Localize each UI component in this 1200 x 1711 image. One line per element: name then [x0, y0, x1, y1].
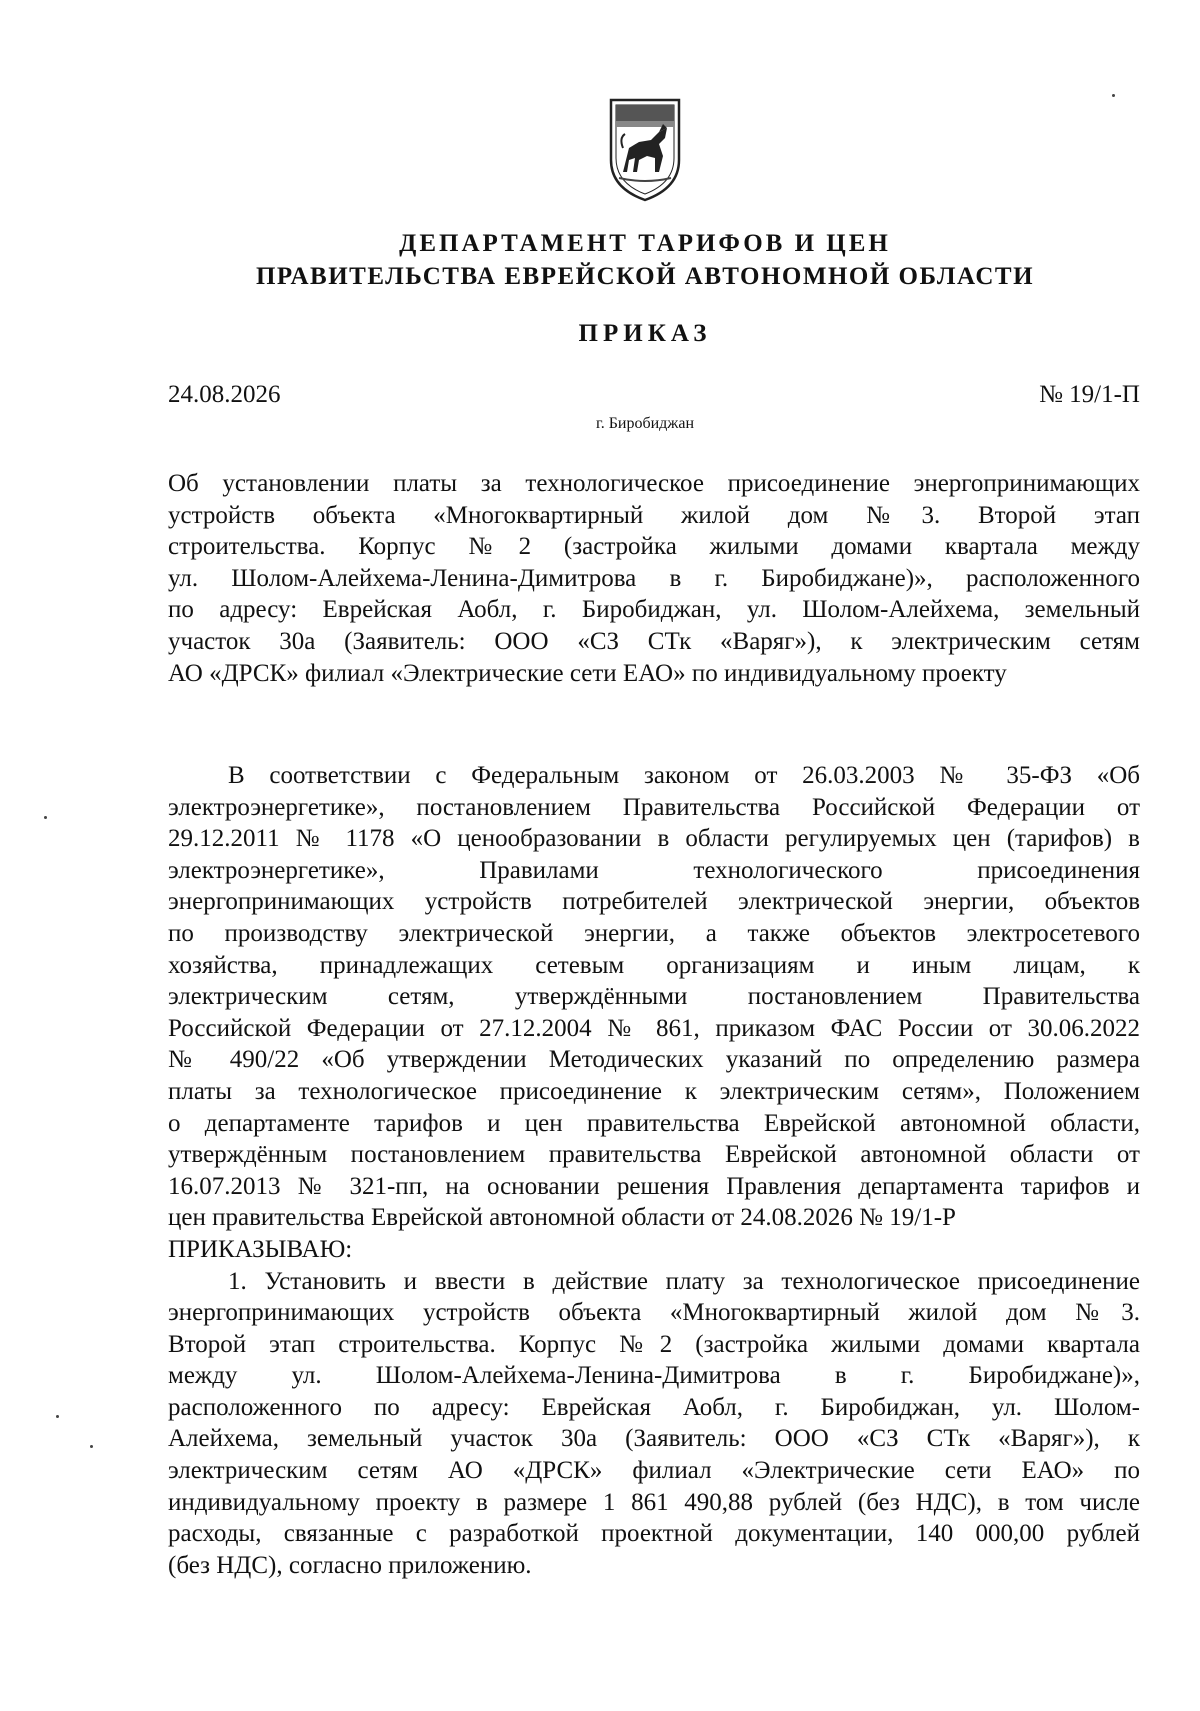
subject-line: участок 30а (Заявитель: ООО «СЗ СТк «Варяг»), к электрическим сетям [168, 627, 1140, 655]
preamble-line: В соответствии с Федеральным законом от 26.03.2003 № 35-ФЗ «Об [228, 762, 1140, 789]
document-body [168, 760, 1140, 1581]
preamble-line: платы за технологическое присоединение к электрическим сетям», Положением [168, 1077, 1140, 1105]
item1-line: энергопринимающих устройств объекта «Многоквартирный жилой дом №3. [168, 1299, 1140, 1327]
subject-line: АО «ДРСК» филиал «Электрические сети ЕАО» по индивидуальному проекту [168, 659, 1007, 687]
preamble-line: Российской Федерации от 27.12.2004 № 861, приказом ФАС России от 30.06.2022 [168, 1014, 1140, 1042]
subject-line: Об установлении платы за технологическое присоединение энергопринимающих [168, 470, 1140, 497]
scan-speck [90, 1445, 93, 1448]
subject-line: строительства. Корпус №2 (застройка жилыми домами квартала между [168, 533, 1140, 561]
preamble-line: № 490/22 «Об утверждении Методических указаний по определению размера [168, 1046, 1140, 1074]
item1-line: электрическим сетям АО «ДРСК» филиал «Электрические сети ЕАО» по [168, 1457, 1140, 1485]
preamble-line: 16.07.2013 № 321-пп, на основании решения Правления департамента тарифов и [168, 1172, 1140, 1200]
document-number: № 19/1-П [1039, 381, 1140, 408]
document-type-heading: ПРИКАЗ [578, 320, 712, 347]
document-subject [168, 468, 1140, 689]
item1-line: Второй этап строительства. Корпус №2 (застройка жилыми домами квартала [168, 1330, 1140, 1358]
order-directive: ПРИКАЗЫВАЮ: [168, 1235, 353, 1263]
preamble-line: утверждённым постановлением правительства Еврейской автономной области от [168, 1141, 1140, 1169]
item1-line: расходы, связанные с разработкой проектной документации, 140 000,00 рублей [168, 1520, 1140, 1548]
document-city: г. Биробиджан [595, 415, 695, 432]
item1-line: 1. Установить и ввести в действие плату за технологическое присоединение [228, 1267, 1140, 1295]
scan-speck [56, 1415, 59, 1418]
preamble-line: электроэнергетике», Правилами технологического присоединения [168, 856, 1140, 884]
department-title-line1: ДЕПАРТАМЕНТ ТАРИФОВ И ЦЕН [399, 230, 891, 257]
scan-speck [1112, 94, 1115, 97]
item1-line: индивидуальному проекту в размере 1 861 490,88 рублей (без НДС), в том числе [168, 1488, 1140, 1516]
preamble-line: электрическим сетям, утверждёнными постановлением Правительства [168, 983, 1140, 1011]
coat-of-arms-icon [609, 98, 681, 202]
preamble-line: 29.12.2011 № 1178 «О ценообразовании в области регулируемых цен (тарифов) в [168, 825, 1140, 853]
preamble-line: о департаменте тарифов и цен правительства Еврейской автономной области, [168, 1109, 1140, 1137]
preamble-line: по производству электрической энергии, а также объектов электросетевого [168, 919, 1140, 947]
scan-speck [44, 816, 47, 819]
coat-of-arms-emblem [609, 98, 681, 202]
item1-line: Алейхема, земельный участок 30а (Заявитель: ООО «СЗ СТк «Варяг»), к [168, 1425, 1140, 1453]
department-title-line2: ПРАВИТЕЛЬСТВА ЕВРЕЙСКОЙ АВТОНОМНОЙ ОБЛАСТИ [255, 263, 1035, 290]
subject-line: по адресу: Еврейская Аобл, г. Биробиджан, ул. Шолом-Алейхема, земельный [168, 596, 1140, 624]
preamble-line: энергопринимающих устройств потребителей электрической энергии, объектов [168, 888, 1140, 916]
subject-line: ул. Шолом-Алейхема-Ленина-Димитрова в г. Биробиджане)», расположенного [168, 564, 1140, 592]
document-date: 24.08.2026 [168, 381, 281, 408]
item1-line: между ул. Шолом-Алейхема-Ленина-Димитрова в г. Биробиджане)», [168, 1362, 1140, 1390]
preamble-line: цен правительства Еврейской автономной области от 24.08.2026 № 19/1-Р [168, 1204, 956, 1232]
item1-line: расположенного по адресу: Еврейская Аобл, г. Биробиджан, ул. Шолом- [168, 1393, 1140, 1421]
item1-line: (без НДС), согласно приложению. [168, 1551, 532, 1579]
subject-line: устройств объекта «Многоквартирный жилой дом №3. Второй этап [168, 501, 1140, 529]
preamble-line: хозяйства, принадлежащих сетевым организациям и иным лицам, к [168, 951, 1140, 979]
preamble-line: электроэнергетике», постановлением Правительства Российской Федерации от [168, 793, 1140, 821]
